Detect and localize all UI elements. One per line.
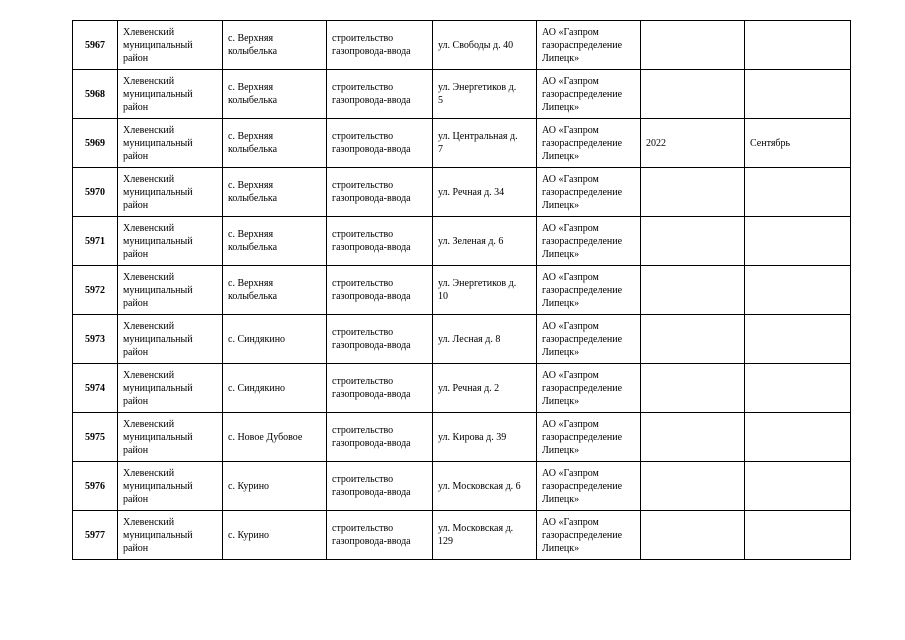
organization-cell-line: АО «Газпром <box>542 320 599 332</box>
row-number: 5977 <box>73 511 118 560</box>
table-row <box>73 266 851 315</box>
locality-cell <box>223 315 327 364</box>
locality-cell <box>223 168 327 217</box>
district-cell <box>118 70 223 119</box>
organization-cell-line: газораспределение <box>542 235 623 247</box>
table-row <box>73 119 851 168</box>
locality-cell-line: колыбелька <box>228 291 278 302</box>
district-cell-line: район <box>123 199 149 211</box>
month-cell <box>745 21 851 70</box>
district-cell <box>118 315 223 364</box>
year-cell <box>641 70 745 119</box>
work-type-cell-line: строительство <box>332 131 394 142</box>
work-type-cell-line: строительство <box>332 229 394 240</box>
district-cell-line: муниципальный <box>123 186 193 198</box>
locality-cell-line: колыбелька <box>228 95 278 106</box>
row-number: 5971 <box>73 217 118 266</box>
table-row <box>73 168 851 217</box>
organization-cell <box>537 21 641 70</box>
district-cell-line: район <box>123 248 149 260</box>
organization-cell-line: газораспределение <box>542 529 623 541</box>
district-cell <box>118 413 223 462</box>
work-type-cell-line: газопровода-ввода <box>332 438 411 449</box>
work-type-cell <box>327 119 433 168</box>
year-cell: 2022 <box>641 119 745 168</box>
address-cell-line: ул. Речная д. 2 <box>438 382 500 394</box>
row-number: 5968 <box>73 70 118 119</box>
address-cell-line: 10 <box>438 291 448 302</box>
work-type-cell <box>327 168 433 217</box>
locality-cell <box>223 511 327 560</box>
district-cell-line: муниципальный <box>123 382 193 394</box>
work-type-cell-line: строительство <box>332 425 394 436</box>
organization-cell <box>537 266 641 315</box>
organization-cell-line: АО «Газпром <box>542 173 599 185</box>
locality-cell-line: колыбелька <box>228 242 278 253</box>
organization-cell-line: АО «Газпром <box>542 222 599 234</box>
organization-cell <box>537 217 641 266</box>
table-row <box>73 364 851 413</box>
address-cell <box>433 364 537 413</box>
district-cell-line: муниципальный <box>123 39 193 51</box>
address-cell <box>433 511 537 560</box>
district-cell <box>118 168 223 217</box>
work-type-cell-line: газопровода-ввода <box>332 95 411 106</box>
district-cell <box>118 119 223 168</box>
year-cell <box>641 413 745 462</box>
work-type-cell <box>327 511 433 560</box>
organization-cell-line: газораспределение <box>542 382 623 394</box>
district-cell-line: район <box>123 444 149 456</box>
organization-cell-line: АО «Газпром <box>542 516 599 528</box>
locality-cell <box>223 119 327 168</box>
year-cell <box>641 21 745 70</box>
address-cell-line: ул. Зеленая д. 6 <box>438 235 504 247</box>
year-cell <box>641 315 745 364</box>
organization-cell-line: газораспределение <box>542 431 623 443</box>
district-cell-line: Хлевенский <box>123 222 175 234</box>
organization-cell-line: газораспределение <box>542 333 623 345</box>
table-row <box>73 511 851 560</box>
organization-cell-line: Липецк» <box>542 199 580 211</box>
organization-cell <box>537 364 641 413</box>
work-type-cell-line: строительство <box>332 180 394 191</box>
district-cell <box>118 462 223 511</box>
work-type-cell-line: строительство <box>332 33 394 44</box>
year-cell <box>641 266 745 315</box>
document-table <box>72 20 851 560</box>
locality-cell <box>223 70 327 119</box>
locality-cell <box>223 413 327 462</box>
locality-cell <box>223 266 327 315</box>
work-type-cell <box>327 217 433 266</box>
work-type-cell-line: строительство <box>332 376 394 387</box>
organization-cell-line: Липецк» <box>542 444 580 456</box>
organization-cell-line: АО «Газпром <box>542 467 599 479</box>
address-cell-line: ул. Свободы д. 40 <box>438 39 514 51</box>
row-number: 5969 <box>73 119 118 168</box>
address-cell <box>433 413 537 462</box>
organization-cell-line: АО «Газпром <box>542 75 599 87</box>
organization-cell <box>537 511 641 560</box>
district-cell <box>118 511 223 560</box>
locality-cell-line: колыбелька <box>228 193 278 204</box>
row-number: 5967 <box>73 21 118 70</box>
district-cell-line: муниципальный <box>123 480 193 492</box>
locality-cell-line: с. Верхняя <box>228 131 274 142</box>
organization-cell-line: Липецк» <box>542 52 580 64</box>
work-type-cell <box>327 413 433 462</box>
month-cell <box>745 511 851 560</box>
locality-cell <box>223 21 327 70</box>
address-cell-line: ул. Московская д. 6 <box>438 480 521 492</box>
district-cell <box>118 364 223 413</box>
locality-cell-line: с. Верхняя <box>228 278 274 289</box>
work-type-cell <box>327 70 433 119</box>
district-cell <box>118 266 223 315</box>
address-cell <box>433 315 537 364</box>
organization-cell-line: газораспределение <box>542 480 623 492</box>
work-type-cell <box>327 266 433 315</box>
year-cell <box>641 217 745 266</box>
address-cell-line: 7 <box>438 144 443 155</box>
organization-cell-line: Липецк» <box>542 395 580 407</box>
organization-cell-line: газораспределение <box>542 186 623 198</box>
organization-cell <box>537 168 641 217</box>
district-cell-line: муниципальный <box>123 333 193 345</box>
district-cell-line: муниципальный <box>123 235 193 247</box>
locality-cell-line: с. Верхняя <box>228 229 274 240</box>
district-cell-line: Хлевенский <box>123 516 175 528</box>
row-number: 5974 <box>73 364 118 413</box>
year-cell <box>641 511 745 560</box>
address-cell <box>433 266 537 315</box>
address-cell-line: ул. Энергетиков д. <box>438 278 517 289</box>
table-row <box>73 413 851 462</box>
district-cell-line: Хлевенский <box>123 75 175 87</box>
month-cell: Сентябрь <box>745 119 851 168</box>
table-row <box>73 70 851 119</box>
address-cell-line: 129 <box>438 536 453 547</box>
locality-cell-line: с. Синдякино <box>228 333 286 345</box>
locality-cell-line: колыбелька <box>228 144 278 155</box>
locality-cell-line: с. Верхняя <box>228 33 274 44</box>
organization-cell-line: Липецк» <box>542 101 580 113</box>
row-number: 5970 <box>73 168 118 217</box>
locality-cell-line: с. Синдякино <box>228 382 286 394</box>
table-row <box>73 217 851 266</box>
locality-cell-line: с. Верхняя <box>228 180 274 191</box>
locality-cell <box>223 364 327 413</box>
locality-cell-line: с. Курино <box>228 480 270 492</box>
locality-cell-line: с. Новое Дубовое <box>228 431 303 443</box>
table-row <box>73 315 851 364</box>
work-type-cell <box>327 315 433 364</box>
address-cell <box>433 168 537 217</box>
district-cell-line: Хлевенский <box>123 467 175 479</box>
organization-cell-line: АО «Газпром <box>542 369 599 381</box>
work-type-cell-line: строительство <box>332 523 394 534</box>
work-type-cell <box>327 364 433 413</box>
locality-cell <box>223 462 327 511</box>
address-cell-line: ул. Энергетиков д. <box>438 82 517 93</box>
locality-cell <box>223 217 327 266</box>
address-cell <box>433 21 537 70</box>
district-cell <box>118 217 223 266</box>
address-cell-line: ул. Московская д. <box>438 523 514 534</box>
organization-cell-line: АО «Газпром <box>542 26 599 38</box>
work-type-cell-line: газопровода-ввода <box>332 291 411 302</box>
district-cell-line: район <box>123 52 149 64</box>
address-cell-line: ул. Речная д. 34 <box>438 186 505 198</box>
district-cell-line: район <box>123 395 149 407</box>
address-cell <box>433 462 537 511</box>
address-cell-line: ул. Кирова д. 39 <box>438 431 507 443</box>
district-cell-line: Хлевенский <box>123 173 175 185</box>
organization-cell <box>537 413 641 462</box>
district-cell-line: район <box>123 297 149 309</box>
month-cell <box>745 168 851 217</box>
district-cell-line: муниципальный <box>123 431 193 443</box>
district-cell-line: Хлевенский <box>123 26 175 38</box>
work-type-cell-line: строительство <box>332 327 394 338</box>
work-type-cell-line: строительство <box>332 278 394 289</box>
year-cell <box>641 168 745 217</box>
district-cell-line: район <box>123 150 149 162</box>
work-type-cell-line: газопровода-ввода <box>332 242 411 253</box>
address-cell <box>433 119 537 168</box>
month-cell <box>745 217 851 266</box>
row-number: 5976 <box>73 462 118 511</box>
organization-cell-line: газораспределение <box>542 137 623 149</box>
month-cell <box>745 315 851 364</box>
district-cell-line: Хлевенский <box>123 124 175 136</box>
district-cell-line: муниципальный <box>123 284 193 296</box>
year-cell <box>641 364 745 413</box>
work-type-cell-line: газопровода-ввода <box>332 193 411 204</box>
month-cell <box>745 266 851 315</box>
district-cell <box>118 21 223 70</box>
month-cell <box>745 462 851 511</box>
organization-cell-line: Липецк» <box>542 248 580 260</box>
district-cell-line: район <box>123 493 149 505</box>
organization-cell-line: Липецк» <box>542 150 580 162</box>
organization-cell <box>537 70 641 119</box>
work-type-cell-line: газопровода-ввода <box>332 144 411 155</box>
work-type-cell <box>327 21 433 70</box>
organization-cell <box>537 462 641 511</box>
month-cell <box>745 364 851 413</box>
work-type-cell-line: газопровода-ввода <box>332 340 411 351</box>
month-cell <box>745 413 851 462</box>
address-cell-line: ул. Центральная д. <box>438 131 518 142</box>
organization-cell-line: газораспределение <box>542 284 623 296</box>
work-type-cell-line: строительство <box>332 82 394 93</box>
organization-cell-line: Липецк» <box>542 542 580 554</box>
district-cell-line: Хлевенский <box>123 369 175 381</box>
work-type-cell-line: газопровода-ввода <box>332 389 411 400</box>
address-cell <box>433 217 537 266</box>
work-type-cell-line: строительство <box>332 474 394 485</box>
organization-cell-line: Липецк» <box>542 493 580 505</box>
month-cell <box>745 70 851 119</box>
district-cell-line: Хлевенский <box>123 271 175 283</box>
organization-cell-line: АО «Газпром <box>542 124 599 136</box>
district-cell-line: район <box>123 346 149 358</box>
organization-cell-line: Липецк» <box>542 297 580 309</box>
district-cell-line: муниципальный <box>123 88 193 100</box>
organization-cell-line: АО «Газпром <box>542 271 599 283</box>
table-row <box>73 21 851 70</box>
district-cell-line: муниципальный <box>123 137 193 149</box>
district-cell-line: Хлевенский <box>123 320 175 332</box>
locality-cell-line: с. Курино <box>228 529 270 541</box>
work-type-cell-line: газопровода-ввода <box>332 487 411 498</box>
organization-cell-line: Липецк» <box>542 346 580 358</box>
table-row <box>73 462 851 511</box>
row-number: 5975 <box>73 413 118 462</box>
address-cell-line: 5 <box>438 95 443 106</box>
organization-cell-line: газораспределение <box>542 39 623 51</box>
address-cell <box>433 70 537 119</box>
district-cell-line: Хлевенский <box>123 418 175 430</box>
organization-cell-line: газораспределение <box>542 88 623 100</box>
organization-cell-line: АО «Газпром <box>542 418 599 430</box>
work-type-cell <box>327 462 433 511</box>
table-body <box>73 21 851 560</box>
work-type-cell-line: газопровода-ввода <box>332 536 411 547</box>
district-cell-line: муниципальный <box>123 529 193 541</box>
locality-cell-line: с. Верхняя <box>228 82 274 93</box>
organization-cell <box>537 119 641 168</box>
row-number: 5972 <box>73 266 118 315</box>
district-cell-line: район <box>123 101 149 113</box>
organization-cell <box>537 315 641 364</box>
row-number: 5973 <box>73 315 118 364</box>
address-cell-line: ул. Лесная д. 8 <box>438 333 501 345</box>
locality-cell-line: колыбелька <box>228 46 278 57</box>
district-cell-line: район <box>123 542 149 554</box>
year-cell <box>641 462 745 511</box>
work-type-cell-line: газопровода-ввода <box>332 46 411 57</box>
